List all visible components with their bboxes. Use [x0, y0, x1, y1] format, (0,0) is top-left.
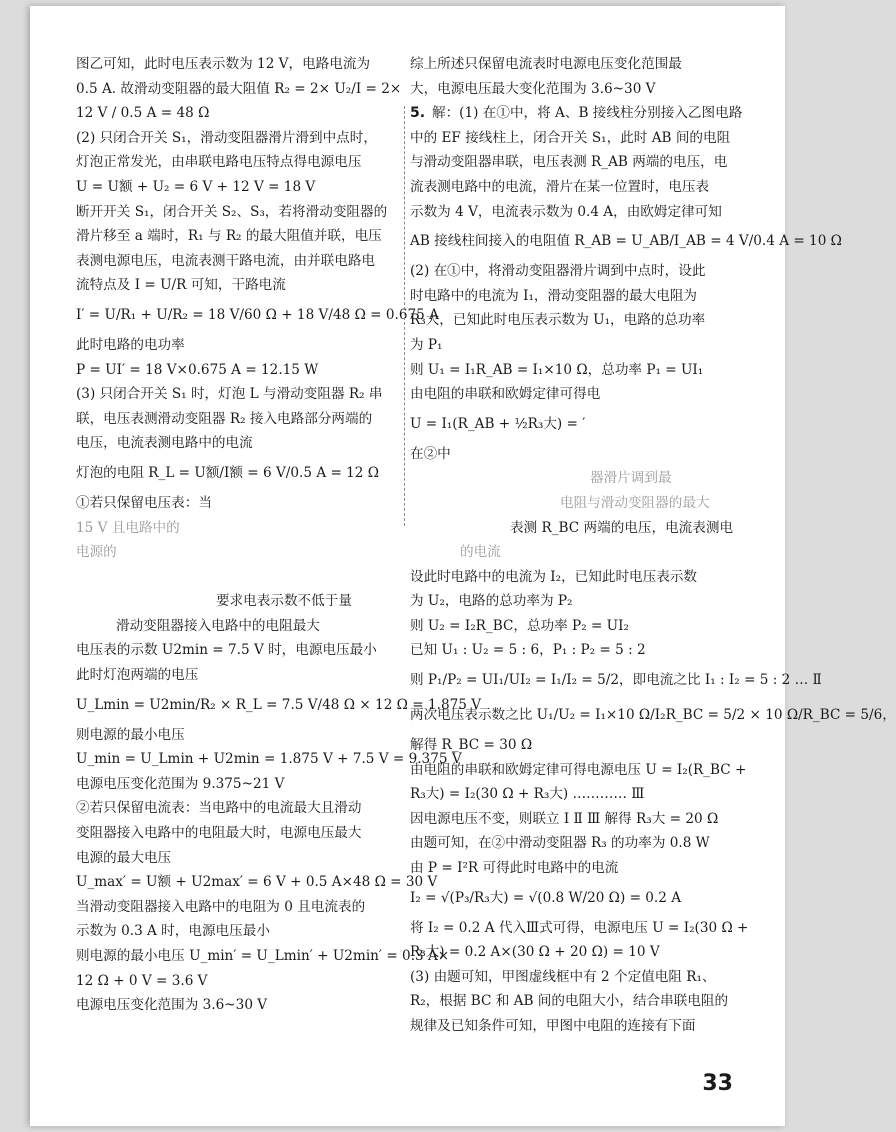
text-line: 示数为 4 V，电流表示数为 0.4 A，由欧姆定律可知	[410, 203, 722, 220]
text-line: 12 V / 0.5 A = 48 Ω	[76, 105, 210, 122]
text-line: U = U额 + U₂ = 6 V + 12 V = 18 V	[76, 178, 316, 195]
text-line: 由题可知，在②中滑动变阻器 R₃ 的功率为 0.8 W	[410, 835, 710, 852]
text-line: U_min = U_Lmin + U2min = 1.875 V + 7.5 V = 9.375 V	[76, 751, 462, 768]
text-line: (3) 由题可知，甲图虚线框中有 2 个定值电阻 R₁、	[410, 968, 716, 985]
text-line: 在②中	[410, 445, 451, 462]
text-line: 大，电源电压最大变化范围为 3.6~30 V	[410, 80, 656, 97]
text-line: 此时电路的电功率	[76, 336, 185, 353]
text-line: 将 I₂ = 0.2 A 代入Ⅲ式可得，电源电压 U = I₂(30 Ω +	[410, 919, 749, 936]
text-line: 解：(1) 在①中，将 A、B 接线柱分别接入乙图电路	[432, 105, 743, 122]
text-line: 为 P₁	[410, 336, 443, 353]
question-number: 5.	[410, 105, 426, 122]
answer-page	[30, 6, 896, 1126]
equation-line: I′ = U/R₁ + U/R₂ = 18 V/60 Ω + 18 V/48 Ω = 0.675 A	[76, 306, 439, 323]
text-line: 与滑动变阻器串联，电压表测 R_AB 两端的电压，电	[410, 154, 728, 171]
text-line-obscured: 电源的	[76, 544, 117, 561]
text-line: ②若只保留电流表：当电路中的电流最大且滑动	[76, 800, 362, 817]
text-line: 则 U₁ = I₁R_AB = I₁×10 Ω，总功率 P₁ = UI₁	[410, 361, 704, 378]
text-line: 由电阻的串联和欧姆定律可得电源电压 U = I₂(R_BC +	[410, 761, 747, 778]
text-line: 综上所述只保留电流表时电源电压变化范围最	[410, 56, 682, 72]
text-line: 变阻器接入电路中的电阻最大时，电源电压最大	[76, 825, 362, 842]
text-line: 滑片移至 a 端时，R₁ 与 R₂ 的最大阻值并联，电压	[76, 228, 382, 245]
text-line: (2) 在①中，将滑动变阻器滑片调到中点时，设此	[410, 263, 706, 280]
text-line: 由电阻的串联和欧姆定律可得电	[410, 386, 601, 403]
text-line: 电源电压变化范围为 9.375~21 V	[76, 775, 285, 792]
text-line: 由 P = I²R 可得此时电路中的电流	[410, 860, 619, 877]
text-line: (3) 只闭合开关 S₁ 时，灯泡 L 与滑动变阻器 R₂ 串	[76, 386, 383, 403]
text-line: 电源电压变化范围为 3.6~30 V	[76, 997, 268, 1014]
text-line: 示数为 0.3 A 时，电源电压最小	[76, 923, 270, 940]
text-line: 电源的最大电压	[76, 849, 172, 866]
text-line: 0.5 A. 故滑动变阻器的最大阻值 R₂ = 2× U₂/I = 2×	[76, 80, 402, 97]
text-line: 表测 R_BC 两端的电压，电流表测电	[510, 519, 734, 536]
text-line: R₃大，已知此时电压表示数为 U₁，电路的总功率	[410, 312, 706, 329]
text-line: 图乙可知，此时电压表示数为 12 V，电路电流为	[76, 56, 371, 72]
text-line: 断开开关 S₁，闭合开关 S₂、S₃，若将滑动变阻器的	[76, 203, 388, 220]
column-divider	[404, 106, 405, 526]
text-line: 电压表的示数 U2min = 7.5 V 时，电源电压最小	[76, 642, 377, 659]
text-line: 为 U₂，电路的总功率为 P₂	[410, 593, 573, 610]
equation-line: U_Lmin = U2min/R₂ × R_L = 7.5 V/48 Ω × 12 Ω = 1.875 V	[76, 696, 482, 713]
text-line: 当滑动变阻器接入电路中的电阻为 0 且电流表的	[76, 898, 366, 915]
text-line: 设此时电路中的电流为 I₂，已知此时电压表示数	[410, 568, 698, 585]
equation-line: 两次电压表示数之比 U₁/U₂ = I₁×10 Ω/I₂R_BC = 5/2 × 10 Ω/R_BC = 5/6，	[410, 707, 896, 724]
text-line-obscured: 的电流	[460, 544, 501, 561]
equation-line: 灯泡的电阻 R_L = U额/I额 = 6 V/0.5 A = 12 Ω	[76, 464, 380, 481]
text-line: 表测电源电压，电流表测干路电流，由并联电路电	[76, 252, 376, 269]
text-line: P = UI′ = 18 V×0.675 A = 12.15 W	[76, 361, 319, 378]
equation-line: U = I₁(R_AB + ½R₃大) = ′	[410, 415, 586, 432]
text-line: 规律及已知条件可知，甲图中电阻的连接有下面	[410, 1018, 696, 1034]
equation-line: AB 接线柱间接入的电阻值 R_AB = U_AB/I_AB = 4 V/0.4 A = 10 Ω	[410, 233, 842, 250]
text-line: 流特点及 I = U/R 可知，干路电流	[76, 277, 286, 294]
equation-line: I₂ = √(P₃/R₃大) = √(0.8 W/20 Ω) = 0.2 A	[410, 889, 682, 906]
text-line: 解得 R_BC = 30 Ω	[410, 737, 533, 754]
text-line: U_max′ = U额 + U2max′ = 6 V + 0.5 A×48 Ω = 30 V	[76, 874, 438, 891]
question-5-start	[410, 101, 743, 126]
text-line: 电压，电流表测电路中的电流	[76, 435, 253, 452]
text-line: 时电路中的电流为 I₁，滑动变阻器的最大电阻为	[410, 287, 698, 304]
text-line: 滑动变阻器接入电路中的电阻最大	[116, 617, 320, 634]
right-column	[410, 52, 896, 1039]
page-number: 33	[702, 1071, 733, 1096]
text-line: ①若只保留电压表：当	[76, 494, 212, 511]
text-line-obscured: 电阻与滑动变阻器的最大	[560, 494, 710, 511]
text-line: (2) 只闭合开关 S₁，滑动变阻器滑片滑到中点时，	[76, 129, 377, 146]
text-line: 因电源电压不变，则联立 Ⅰ Ⅱ Ⅲ 解得 R₃大 = 20 Ω	[410, 810, 719, 827]
text-line: 此时灯泡两端的电压	[76, 667, 199, 684]
text-line-obscured: 器滑片调到最	[590, 470, 672, 487]
text-line: 则 U₂ = I₂R_BC，总功率 P₂ = UI₂	[410, 617, 629, 634]
text-line: R₃大) = 0.2 A×(30 Ω + 20 Ω) = 10 V	[410, 944, 660, 961]
text-line: 联，电压表测滑动变阻器 R₂ 接入电路部分两端的	[76, 410, 373, 427]
text-line: 流表测电路中的电流，滑片在某一位置时，电压表	[410, 178, 710, 195]
obscured-gap	[76, 565, 400, 590]
text-line: 则电源的最小电压	[76, 726, 185, 743]
equation-line: 则 P₁/P₂ = UI₁/UI₂ = I₁/I₂ = 5/2，即电流之比 I₁ : I₂ = 5 : 2 … Ⅱ	[410, 672, 822, 689]
text-line: 中的 EF 接线柱上，闭合开关 S₁，此时 AB 间的电阻	[410, 129, 731, 146]
text-line: R₃大) = I₂(30 Ω + R₃大) ………… Ⅲ	[410, 786, 645, 803]
text-line: R₂，根据 BC 和 AB 间的电阻大小，结合串联电阻的	[410, 993, 729, 1010]
text-line: 则电源的最小电压 U_min′ = U_Lmin′ + U2min′ = 0.3 A×	[76, 948, 450, 964]
text-line-obscured: 15 V 且电路中的	[76, 519, 180, 536]
text-line: 12 Ω + 0 V = 3.6 V	[76, 972, 208, 989]
text-line: 灯泡正常发光，由串联电路电压特点得电源电压	[76, 154, 362, 171]
text-line: 要求电表示数不低于量	[216, 593, 352, 610]
text-line: 已知 U₁ : U₂ = 5 : 6，P₁ : P₂ = 5 : 2	[410, 642, 646, 659]
